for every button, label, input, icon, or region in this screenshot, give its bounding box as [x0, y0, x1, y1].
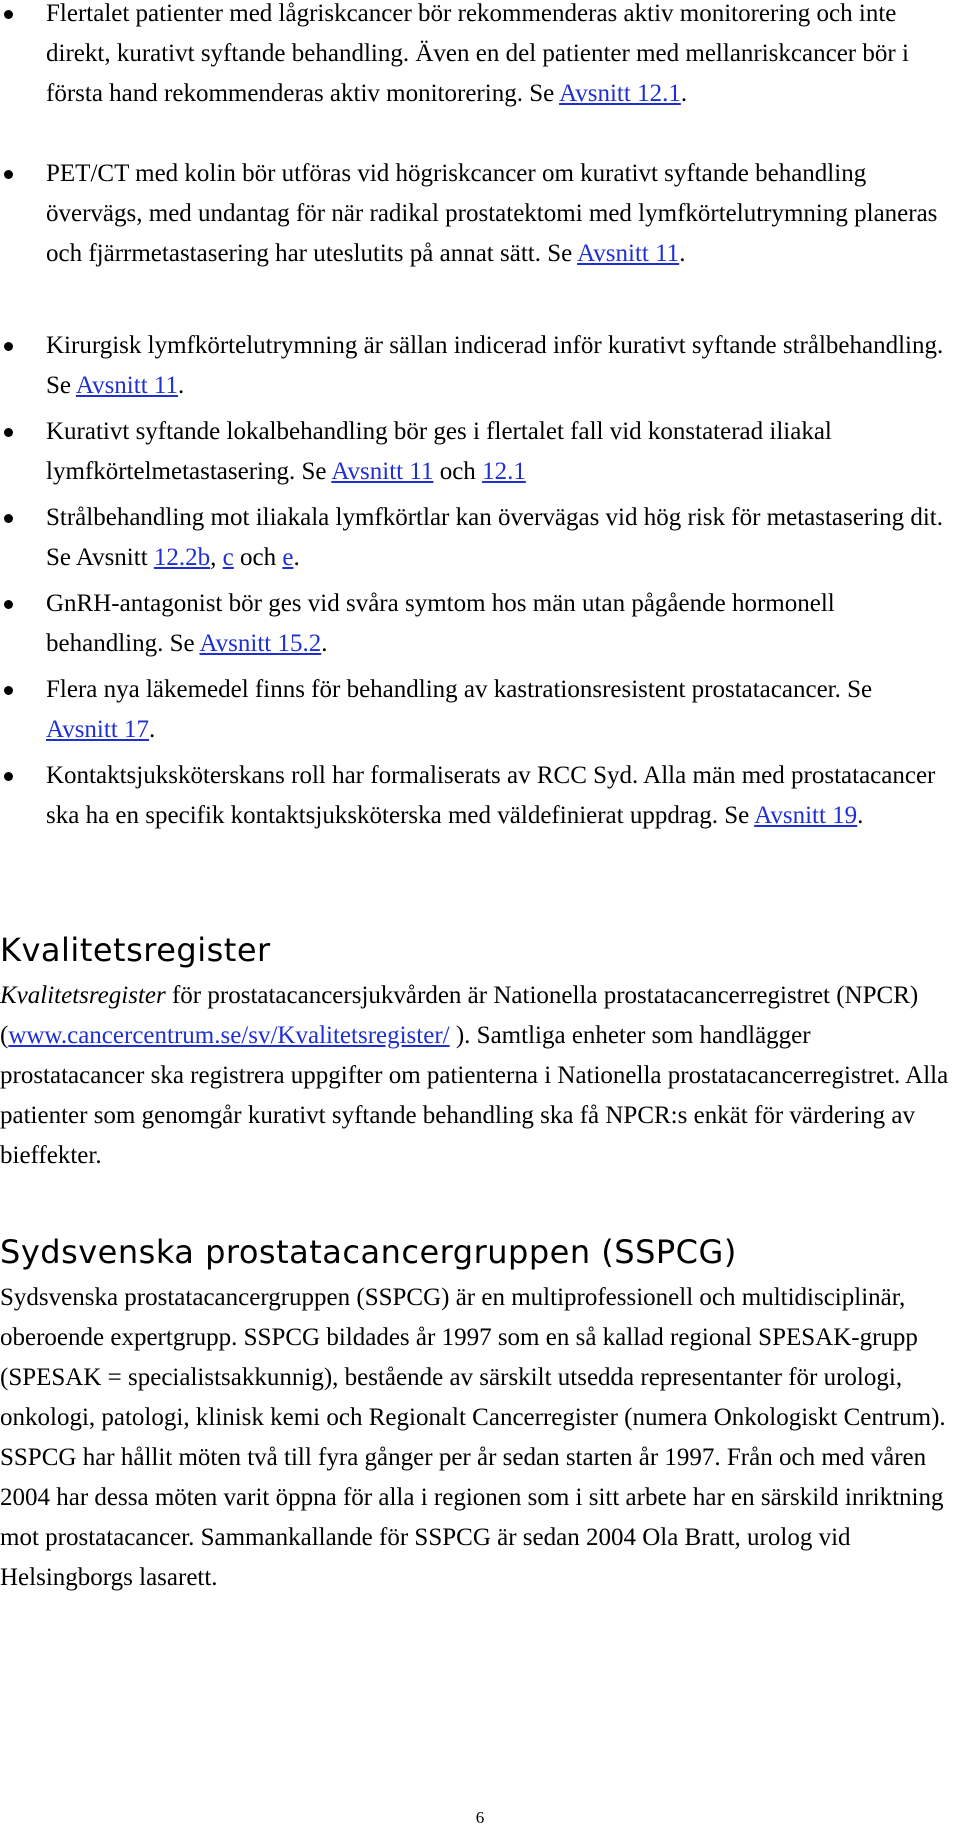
list-item-text: . [857, 802, 864, 829]
list-item-text: Kurativt syftande lokalbehandling bör ges i flertalet fall vid konstaterad iliakal lymfkörtelmetastasering. Se [46, 418, 832, 485]
list-item [0, 0, 946, 114]
section-link[interactable]: 12.1 [482, 458, 526, 485]
list-item-text: och [433, 458, 483, 485]
paragraph-text: ). Samtliga enheter som handlägger prostatacancer ska registrera uppgifter om patienterna i Nationella prostatacancerregistret. Alla patienter som genomgår kurativt syftande behandling ska få NPCR:s enkät för värdering av bieffekter. [0, 1022, 949, 1169]
list-item [0, 670, 946, 750]
list-item [0, 584, 946, 664]
bullet-icon [4, 686, 13, 695]
list-item [0, 154, 946, 274]
bullet-icon [4, 10, 13, 19]
section-link[interactable]: Avsnitt 15.2 [199, 630, 322, 657]
list-item-text: GnRH-antagonist bör ges vid svåra symtom hos män utan pågående hormonell behandling. Se [46, 590, 835, 657]
kvalitetsregister-paragraph [0, 976, 952, 1176]
section-link[interactable]: e [282, 544, 294, 571]
bullet-icon [4, 514, 13, 523]
list-item-text: . [149, 716, 156, 743]
section-link[interactable]: c [222, 544, 234, 571]
list-item-text: Kirurgisk lymfkörtelutrymning är sällan indicerad inför kurativt syftande strålbehandling. Se [46, 332, 944, 399]
italic-term: Kvalitetsregister [0, 982, 166, 1009]
list-item-text: , [210, 544, 223, 571]
bullet-icon [4, 342, 13, 351]
npcr-link[interactable]: www.cancercentrum.se/sv/Kvalitetsregister/ [8, 1022, 450, 1049]
section-link[interactable]: Avsnitt 19 [754, 802, 858, 829]
list-item-text: Flera nya läkemedel finns för behandling av kastrationsresistent prostatacancer. Se [46, 676, 873, 703]
list-item-text: Strålbehandling mot iliakala lymfkörtlar kan övervägas vid hög risk för metastasering dit. Se Avsnitt [46, 504, 943, 571]
list-item-text: och [233, 544, 283, 571]
list-item-text: . [293, 544, 300, 571]
list-item-text: Flertalet patienter med lågriskcancer bör rekommenderas aktiv monitorering och inte direkt, kurativt syftande behandling. Även en del patienter med mellanriskcancer bör i första hand rekommenderas aktiv monitorering. Se [46, 0, 909, 107]
list-item-text: . [680, 80, 688, 107]
list-item [0, 756, 946, 836]
page-number: 6 [475, 1808, 485, 1827]
bullet-icon [4, 772, 13, 781]
bullet-icon [4, 428, 13, 437]
section-heading-sspcg: Sydsvenska prostatacancergruppen (SSPCG) [0, 1233, 737, 1271]
list-item-text: PET/CT med kolin bör utföras vid högriskcancer om kurativt syftande behandling övervägs, med undantag för när radikal prostatektomi med lymfkörtelutrymning planeras och fjärrmetastasering har uteslutits på annat sätt. Se [46, 160, 938, 267]
section-link[interactable]: Avsnitt 11 [75, 372, 178, 399]
list-item-text: . [679, 240, 686, 267]
list-item-text: . [177, 372, 185, 399]
section-link[interactable]: 12.2b [153, 544, 211, 571]
bullet-icon [4, 600, 13, 609]
bullet-icon [4, 170, 13, 179]
sspcg-paragraph: Sydsvenska prostatacancergruppen (SSPCG) är en multiprofessionell och multidisciplinär, oberoende expertgrupp. SSPCG bildades år 1997 som en så kallad regional SPESAK-grupp (SPESAK = specialistsakkunnig), bestående av särskilt utsedda representanter för urologi, onkologi, patologi, klinisk kemi och Regionalt Cancerregister (numera Onkologiskt Centrum). SSPCG har hållit möten två till fyra gånger per år sedan starten år 1997. Från och med våren 2004 har dessa möten varit öppna för alla i regionen som i sitt arbete har en särskild inriktning mot prostatacancer. Sammankallande för SSPCG är sedan 2004 Ola Bratt, urolog vid Helsingborgs lasarett. [0, 1284, 946, 1591]
section-link[interactable]: Avsnitt 11 [577, 240, 680, 267]
list-item [0, 326, 946, 406]
section-link[interactable]: Avsnitt 12.1 [559, 80, 681, 107]
section-link[interactable]: Avsnitt 11 [331, 458, 434, 485]
list-item [0, 498, 946, 578]
list-item-text: Kontaktsjuksköterskans roll har formaliserats av RCC Syd. Alla män med prostatacancer ska ha en specifik kontaktsjuksköterska med väldefinierat uppdrag. Se [46, 762, 936, 829]
list-item [0, 412, 946, 492]
section-link[interactable]: Avsnitt 17 [46, 716, 150, 743]
list-item-text: . [321, 630, 328, 657]
paragraph-text: för prostatacancersjukvården är Nationella prostatacancerregistret (NPCR) ( [0, 982, 919, 1049]
section-heading-kvalitetsregister: Kvalitetsregister [0, 931, 271, 969]
